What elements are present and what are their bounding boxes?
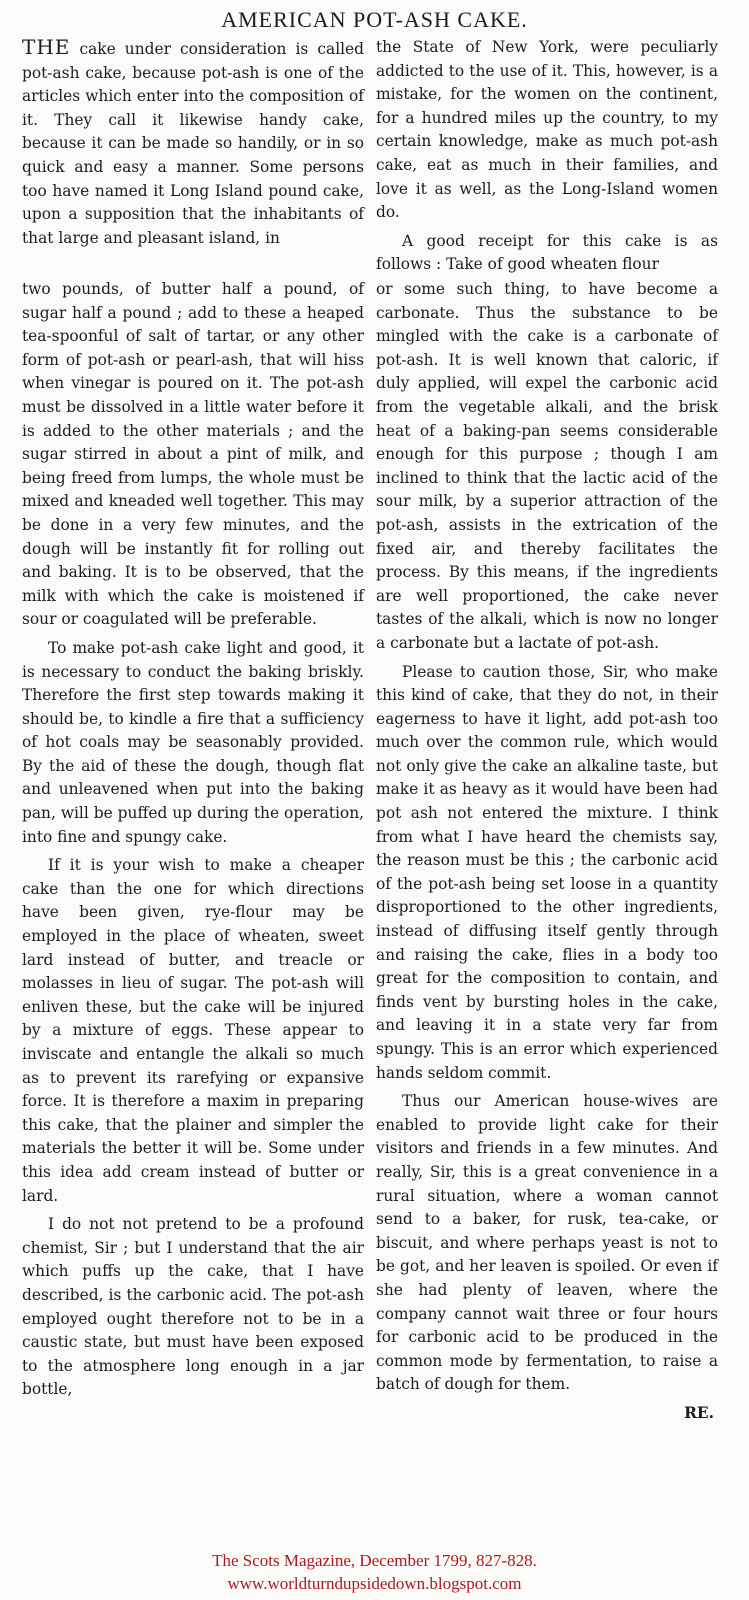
drop-cap: THE — [22, 35, 71, 59]
column-1-top-left — [22, 36, 364, 255]
page-title: AMERICAN POT-ASH CAKE. — [221, 7, 528, 32]
source-caption: The Scots Magazine, December 1799, 827-828. — [212, 1551, 537, 1570]
column-3-bottom-left — [22, 278, 364, 1407]
column-4-bottom-right — [376, 278, 718, 1426]
paragraph: Thus our American house-wives are enabled to provide light cake for their visitors and friends in a few minutes. And really, Sir, this is a great convenience in a rural situation, where a woman cannot send to a baker, for rusk, tea-cake, or biscuit, and where perhaps yeast is not to be got, and her leaven is spoiled. Or even if she had plenty of leaven, where the company cannot wait three or four hours for carbonic acid to be produced in the common mode by fermentation, to raise a batch of dough for them. — [376, 1092, 718, 1394]
paragraph: A good receipt for this cake is as follows : Take of good wheaten flour — [376, 231, 718, 274]
paragraph: two pounds, of butter half a pound, of sugar half a pound ; add to these a heaped tea-spoonful of salt of tartar, or any other form of pot-ash or pearl-ash, that will hiss when vinegar is poured on it. The pot-ash must be dissolved in a little water before it is added to the other materials ; and the sugar stirred in about a pint of milk, and being freed from lumps, the whole must be mixed and kneaded well together. This may be done in a very few minutes, and the dough will be instantly fit for rolling out and baking. It is to be observed, that the milk with which the cake is moistened if sour or coagulated will be preferable. — [22, 280, 364, 629]
paragraph: or some such thing, to have become a carbonate. Thus the substance to be mingled with the cake is a carbonate of pot-ash. It is well known that caloric, if duly applied, will expel the carbonic acid from the vegetable alkali, and the brisk heat of a baking-pan seems considerable enough for this purpose ; though I am inclined to think that the lactic acid of the sour milk, by a superior attraction of the pot-ash, assists in the extrication of the fixed air, and thereby facilitates the process. By this means, if the ingredients are well proportioned, the cake never tastes of the alkali, which is now no longer a carbonate but a lactate of pot-ash. — [376, 280, 718, 652]
paragraph — [22, 36, 364, 250]
paragraph: I do not not pretend to be a profound chemist, Sir ; but I understand that the air which puffs up the cake, that I have described, is the carbonic acid. The pot-ash employed ought therefore not to be in a caustic state, but must have been exposed to the atmosphere long enough in a jar bottle, — [22, 1215, 364, 1399]
paragraph-text: cake under consideration is called pot-ash cake, because pot-ash is one of the articles which enter into the composition of it. They call it likewise handy cake, because it can be made so handily, or in so quick and easy a manner. Some persons too have named it Long Island pound cake, upon a supposition that the inhabitants of that large and pleasant island, in — [22, 40, 364, 247]
signature: RE. — [684, 1403, 714, 1422]
source-url-link[interactable]: www.worldturndupsidedown.blogspot.com — [227, 1574, 522, 1593]
paragraph: If it is your wish to make a cheaper cake than the one for which directions have been given, rye-flour may be employed in the place of wheaten, sweet lard instead of butter, and treacle or molasses in lieu of sugar. The pot-ash will enliven these, but the cake will be injured by a mixture of eggs. These appear to inviscate and entangle the alkali so much as to prevent its rarefying or expansive force. It is therefore a maxim in preparing this cake, that the plainer and simpler the materials the better it will be. Some under this idea add cream instead of butter or lard. — [22, 856, 364, 1205]
paragraph: To make pot-ash cake light and good, it is necessary to conduct the baking briskly. Therefore the first step towards making it should be, to kindle a fire that a sufficiency of hot coals may be seasonably provided. By the aid of these the dough, though flat and unleavened when put into the baking pan, will be puffed up during the operation, into fine and spungy cake. — [22, 638, 364, 846]
paragraph: the State of New York, were peculiarly addicted to the use of it. This, however, is a mistake, for the women on the continent, for a hundred miles up the country, to my certain knowledge, make as much pot-ash cake, eat as much in their families, and love it as well, as the Long-Island women do. — [376, 38, 718, 222]
paragraph: Please to caution those, Sir, who make this kind of cake, that they do not, in their eagerness to have it light, add pot-ash too much over the common rule, which would not only give the cake an alkaline taste, but make it as heavy as it would have been had pot ash not entered the mixture. I think from what I have heard the chemists say, the reason must be this ; the carbonic acid of the pot-ash being set loose in a quantity disproportioned to the other ingredients, instead of diffusing itself gently through and raising the cake, flies in a body too great for the composition to contain, and finds vent by bursting holes in the cake, and leaving it in a state very far from spungy. This is an error which experienced hands seldom commit. — [376, 662, 718, 1082]
column-2-top-right — [376, 36, 718, 282]
